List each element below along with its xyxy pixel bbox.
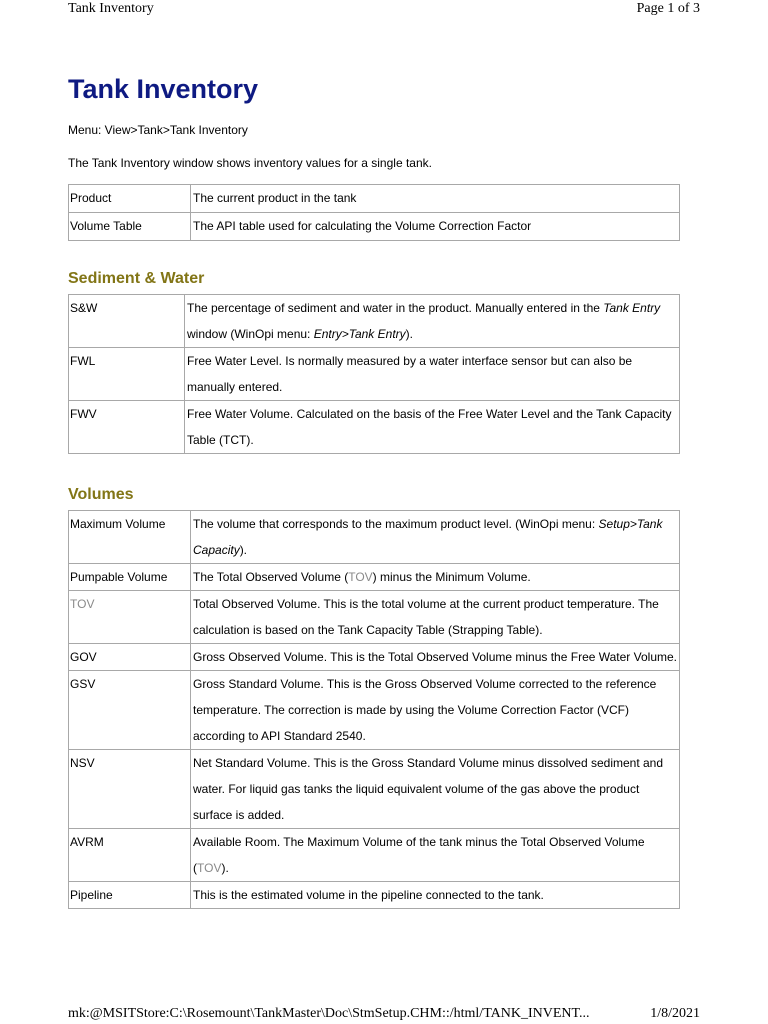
term-cell: Pumpable Volume	[69, 564, 191, 591]
term-cell: Product	[69, 185, 191, 213]
table-row	[69, 882, 680, 909]
desc-cell	[191, 511, 680, 564]
sediment-table	[68, 294, 680, 454]
desc-cell: Total Observed Volume. This is the total volume at the current product temperature. The calculation is based on the Tank Capacity Table (Strapping Table).	[191, 591, 680, 644]
term-cell: GOV	[69, 644, 191, 671]
desc-italic: Setup>Tank Capacity	[193, 517, 663, 557]
general-table	[68, 184, 680, 241]
desc-text: The volume that corresponds to the maximum product level. (WinOpi menu:	[193, 517, 599, 531]
term-cell: TOV	[69, 591, 191, 644]
desc-cell: Free Water Volume. Calculated on the basis of the Free Water Level and the Tank Capacity Table (TCT).	[185, 401, 680, 454]
term-cell: Maximum Volume	[69, 511, 191, 564]
desc-cell: Net Standard Volume. This is the Gross Standard Volume minus dissolved sediment and water. For liquid gas tanks the liquid equivalent volume of the gas above the product surface is added.	[191, 750, 680, 829]
desc-text: ).	[221, 861, 229, 875]
desc-cell: The current product in the tank	[191, 185, 680, 213]
table-row	[69, 829, 680, 882]
desc-italic: Entry>Tank Entry	[313, 327, 406, 341]
desc-cell: Free Water Level. Is normally measured by a water interface sensor but can also be manually entered.	[185, 348, 680, 401]
table-row	[69, 185, 680, 213]
term-cell: S&W	[69, 295, 185, 348]
term-cell: AVRM	[69, 829, 191, 882]
term-cell: GSV	[69, 671, 191, 750]
table-row	[69, 644, 680, 671]
tov-link[interactable]: TOV	[348, 570, 373, 584]
page-header-title: Tank Inventory	[68, 1, 154, 16]
table-row	[69, 564, 680, 591]
desc-text: window (WinOpi menu:	[187, 327, 314, 341]
desc-text: The percentage of sediment and water in the product. Manually entered in the	[187, 301, 604, 315]
desc-cell: The API table used for calculating the Volume Correction Factor	[191, 213, 680, 241]
page-footer-path: mk:@MSITStore:C:\Rosemount\TankMaster\Doc\StmSetup.CHM::/html/TANK_INVENT...	[68, 1006, 590, 1021]
desc-cell	[191, 564, 680, 591]
page-title: Tank Inventory	[68, 74, 259, 104]
term-cell: FWL	[69, 348, 185, 401]
page-number: Page 1 of 3	[636, 1, 700, 16]
desc-text: The Total Observed Volume (	[193, 570, 349, 584]
section-heading-volumes: Volumes	[68, 486, 134, 503]
section-heading-sediment: Sediment & Water	[68, 270, 205, 287]
table-row	[69, 671, 680, 750]
intro-text: The Tank Inventory window shows inventory values for a single tank.	[68, 156, 432, 170]
desc-cell	[185, 295, 680, 348]
table-row	[69, 401, 680, 454]
term-cell: Volume Table	[69, 213, 191, 241]
page-footer-date: 1/8/2021	[650, 1006, 700, 1021]
desc-cell: Gross Standard Volume. This is the Gross Observed Volume corrected to the reference temperature. The correction is made by using the Volume Correction Factor (VCF) according to API Standard 2540.	[191, 671, 680, 750]
term-cell: NSV	[69, 750, 191, 829]
table-row	[69, 213, 680, 241]
table-row	[69, 591, 680, 644]
desc-text: ).	[405, 327, 413, 341]
desc-text: Available Room. The Maximum Volume of the tank minus the Total Observed Volume (	[193, 835, 645, 875]
volumes-table	[68, 510, 680, 909]
table-row	[69, 750, 680, 829]
table-row	[69, 511, 680, 564]
table-row	[69, 348, 680, 401]
desc-text: ).	[239, 543, 248, 557]
desc-italic: Tank Entry	[603, 301, 661, 315]
desc-text: ) minus the Minimum Volume.	[372, 570, 531, 584]
tov-link[interactable]: TOV	[197, 861, 222, 875]
desc-cell: This is the estimated volume in the pipeline connected to the tank.	[191, 882, 680, 909]
term-cell: Pipeline	[69, 882, 191, 909]
table-row	[69, 295, 680, 348]
menu-path: Menu: View>Tank>Tank Inventory	[68, 123, 248, 137]
desc-cell: Gross Observed Volume. This is the Total Observed Volume minus the Free Water Volume.	[191, 644, 680, 671]
term-cell: FWV	[69, 401, 185, 454]
desc-cell	[191, 829, 680, 882]
